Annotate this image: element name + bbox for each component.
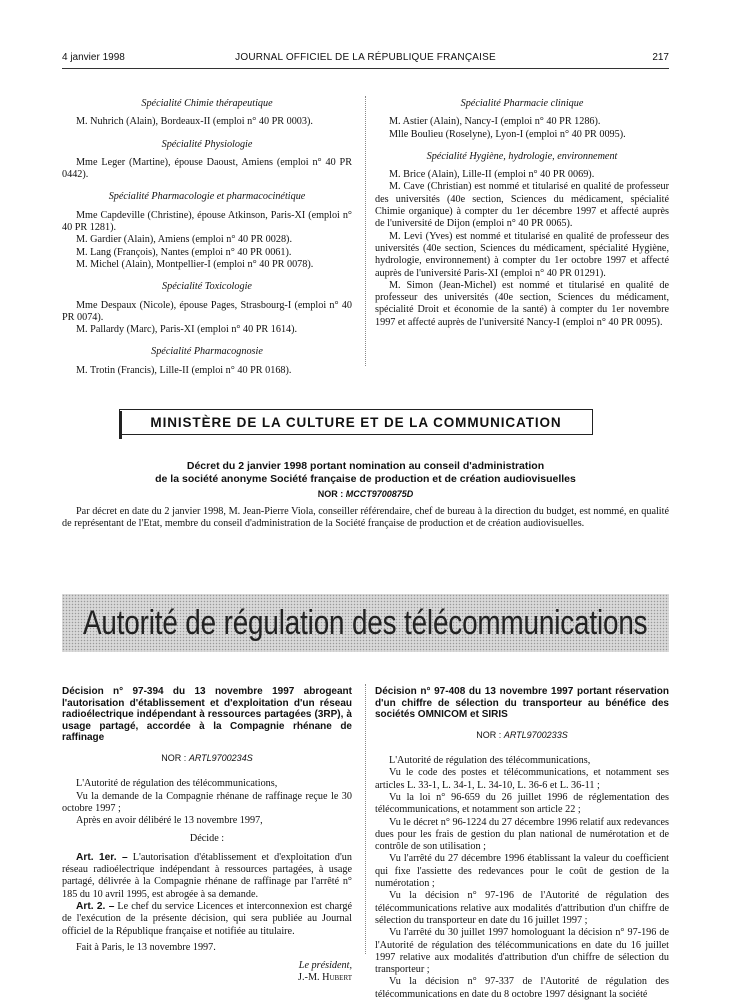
decision-2-para: Vu l'arrêté du 30 juillet 1997 homologuant la décision n° 97-196 de l'Autorité de régulation des télécommunications en date du 16 juillet 1997 relative aux modalités d'attribution d'un chiffre de sélection du transporteur ; (375, 927, 669, 976)
specialty-heading: Spécialité Hygiène, hydrologie, environnement (426, 150, 618, 162)
decret-title-line-1: Décret du 2 janvier 1998 portant nomination au conseil d'administration (186, 460, 545, 472)
nor-label: NOR : (476, 729, 502, 740)
nor-code: ARTL9700233S (503, 729, 568, 740)
column-separator (365, 684, 366, 954)
article-label: Art. 1er. – (76, 851, 128, 863)
authority-banner (62, 594, 669, 652)
decision-1-para: Après en avoir délibéré le 13 novembre 1997, (76, 815, 263, 827)
decision-2 (375, 686, 669, 1001)
nor-code: ARTL9700234S (188, 752, 253, 763)
right-column (375, 98, 669, 329)
specialty-heading: Spécialité Pharmacologie et pharmacocinétique (108, 191, 306, 203)
decision-2-para: L'Autorité de régulation des télécommunications, (389, 755, 591, 767)
appointment-entry: M. Astier (Alain), Nancy-I (emploi n° 40 PR 1286). (389, 116, 601, 128)
decision-2-para: Vu la décision n° 97-337 de l'Autorité de régulation des télécommunications en date du 8 octobre 1997 désignant la société (375, 976, 669, 1000)
specialty-heading: Spécialité Pharmacie clinique (460, 98, 584, 109)
page-header (62, 52, 669, 66)
appointment-entry: M. Lang (François), Nantes (emploi n° 40 PR 0061). (76, 246, 292, 258)
ministry-heading: MINISTÈRE DE LA CULTURE ET DE LA COMMUNICATION (119, 409, 593, 435)
column-separator (365, 96, 366, 366)
signature-name: J.-M. Hubert (298, 972, 352, 984)
appointment-entry: M. Simon (Jean-Michel) est nommé et titularisé en qualité de professeur des universités (40e section, Sciences du médicament, spécialité Droit et économie de la santé) à compter du 1er novembre 1997 et affecté auprès de l'université Nancy-I (emploi n° 40 PR 0095). (375, 279, 669, 328)
decision-2-title: Décision n° 97-408 du 13 novembre 1997 portant réservation d'un chiffre de sélection du transporteur au bénéfice des sociétés OMNICOM et SIRIS (375, 686, 669, 721)
appointment-entry: M. Michel (Alain), Montpellier-I (emploi n° 40 PR 0078). (76, 258, 314, 270)
header-rule (62, 68, 669, 69)
article-label: Art. 2. – (76, 900, 115, 912)
decision-2-nor (375, 729, 669, 741)
appointment-entry: M. Nuhrich (Alain), Bordeaux-II (emploi n° 40 PR 0003). (76, 116, 313, 128)
specialty-heading: Spécialité Toxicologie (162, 281, 252, 293)
appointment-entry: Mme Capdeville (Christine), épouse Atkinson, Paris-XI (emploi n° 40 PR 1281). (62, 209, 352, 234)
decision-1-article-1 (62, 852, 352, 901)
decision-1-decide: Décide : (189, 833, 225, 845)
decision-1-article-2 (62, 901, 352, 938)
nor-label: NOR : (317, 489, 344, 499)
decision-1-nor (62, 752, 352, 764)
specialty-heading: Spécialité Pharmacognosie (151, 346, 263, 358)
appointment-entry: M. Trotin (Francis), Lille-II (emploi n° 40 PR 0168). (76, 364, 292, 376)
decision-1 (62, 686, 352, 985)
decision-1-title: Décision n° 97-394 du 13 novembre 1997 abrogeant l'autorisation d'établissement et d'exploitation d'un réseau radioélectrique indépendant à ressources partagées (3RP), à usage partagé, accordée à la Compagnie rhénane de raffinage (62, 686, 352, 744)
decret-title-line-2: de la société anonyme Société française de production et de création audiovisuelles (155, 472, 576, 485)
page-number: 217 (652, 52, 669, 63)
article-text: Le chef du service Licences et interconnexion est chargé de l'exécution de la présente décision, qui sera publiée au Journal officiel de la République française et notifiée au titulaire. (62, 900, 352, 937)
appointment-entry: Mme Leger (Martine), épouse Daoust, Amiens (emploi n° 40 PR 0442). (62, 156, 352, 181)
journal-title: JOURNAL OFFICIEL DE LA RÉPUBLIQUE FRANÇAISE (235, 52, 496, 63)
specialty-heading: Spécialité Chimie thérapeutique (141, 98, 273, 109)
appointment-entry: M. Levi (Yves) est nommé et titularisé en qualité de professeur des universités (40e section, Sciences du médicament, spécialité Hygiène, hydrologie, environnement) à compter du 1er octobre 1997 et affecté auprès de l'université Paris-XI (emploi n° 40 PR 01291). (375, 230, 669, 279)
signature-role: Le président, (298, 960, 352, 972)
decision-1-para: Vu la demande de la Compagnie rhénane de raffinage reçue le 30 octobre 1997 ; (62, 790, 352, 814)
decision-2-para: Vu le décret n° 96-1224 du 27 décembre 1996 relatif aux redevances dues pour les frais de gestion du plan national de numérotation et de contrôle de son utilisation ; (375, 816, 669, 853)
specialty-heading: Spécialité Physiologie (161, 138, 253, 150)
nor-label: NOR : (161, 752, 187, 763)
left-column (62, 98, 352, 377)
nor-code: MCCT9700875D (345, 489, 414, 499)
decret-nor (62, 488, 669, 501)
article-text: L'autorisation d'établissement et d'exploitation d'un réseau radioélectrique indépendant à ressources partagées, à usage partagé, délivrée à la Compagnie rhénane de raffinage par l'arrêté n° 185 du 10 avril 1995, est abrogée à sa demande. (62, 851, 352, 900)
appointment-entry: M. Pallardy (Marc), Paris-XI (emploi n° 40 PR 1614). (76, 324, 298, 336)
decision-2-body (375, 755, 669, 1001)
appointment-entry: Mme Despaux (Nicole), épouse Pages, Strasbourg-I (emploi n° 40 PR 0074). (62, 299, 352, 323)
appointment-entry: M. Cave (Christian) est nommé et titularisé en qualité de professeur des universités (40e section, Sciences du médicament, spécialité Chimie organique) à compter du 1er décembre 1997 et affecté auprès de l'université de Dijon (emploi n° 40 PR 0065). (375, 181, 669, 230)
authority-banner-title: Autorité de régulation des télécommunications (83, 603, 648, 642)
decret-body: Par décret en date du 2 janvier 1998, M. Jean-Pierre Viola, conseiller référendaire, chef de bureau à la direction du budget, est nommé, en qualité de représentant de l'Etat, membre du conseil d'administration de la Société française de production et de création audiovisuelles. (62, 506, 669, 530)
header-date: 4 janvier 1998 (62, 52, 125, 63)
decision-1-fait: Fait à Paris, le 13 novembre 1997. (76, 941, 216, 953)
decision-1-para: L'Autorité de régulation des télécommunications, (76, 778, 278, 790)
decision-2-para: Vu l'arrêté du 27 décembre 1996 établissant la valeur du coefficient qui fixe l'assiette des redevances pour le coût de gestion de la numérotation ; (375, 853, 669, 890)
decision-2-para: Vu le code des postes et télécommunications, et notamment ses articles L. 33-1, L. 34-1, L. 34-10, L. 36-6 et L. 36-11 ; (375, 767, 669, 791)
decret-title (62, 460, 669, 501)
appointment-entry: M. Gardier (Alain), Amiens (emploi n° 40 PR 0028). (76, 234, 293, 246)
decision-2-para: Vu la décision n° 97-196 de l'Autorité de régulation des télécommunications relative aux modalités d'attribution d'un chiffre de sélection du transporteur en date du 16 juillet 1997 ; (375, 890, 669, 926)
appointment-entry: Mlle Boulieu (Roselyne), Lyon-I (emploi n° 40 PR 0095). (389, 128, 626, 140)
appointment-entry: M. Brice (Alain), Lille-II (emploi n° 40 PR 0069). (389, 169, 595, 181)
decision-1-signature (62, 960, 352, 985)
decision-2-para: Vu la loi n° 96-659 du 26 juillet 1996 de réglementation des télécommunications, et notamment son article 22 ; (375, 791, 669, 816)
